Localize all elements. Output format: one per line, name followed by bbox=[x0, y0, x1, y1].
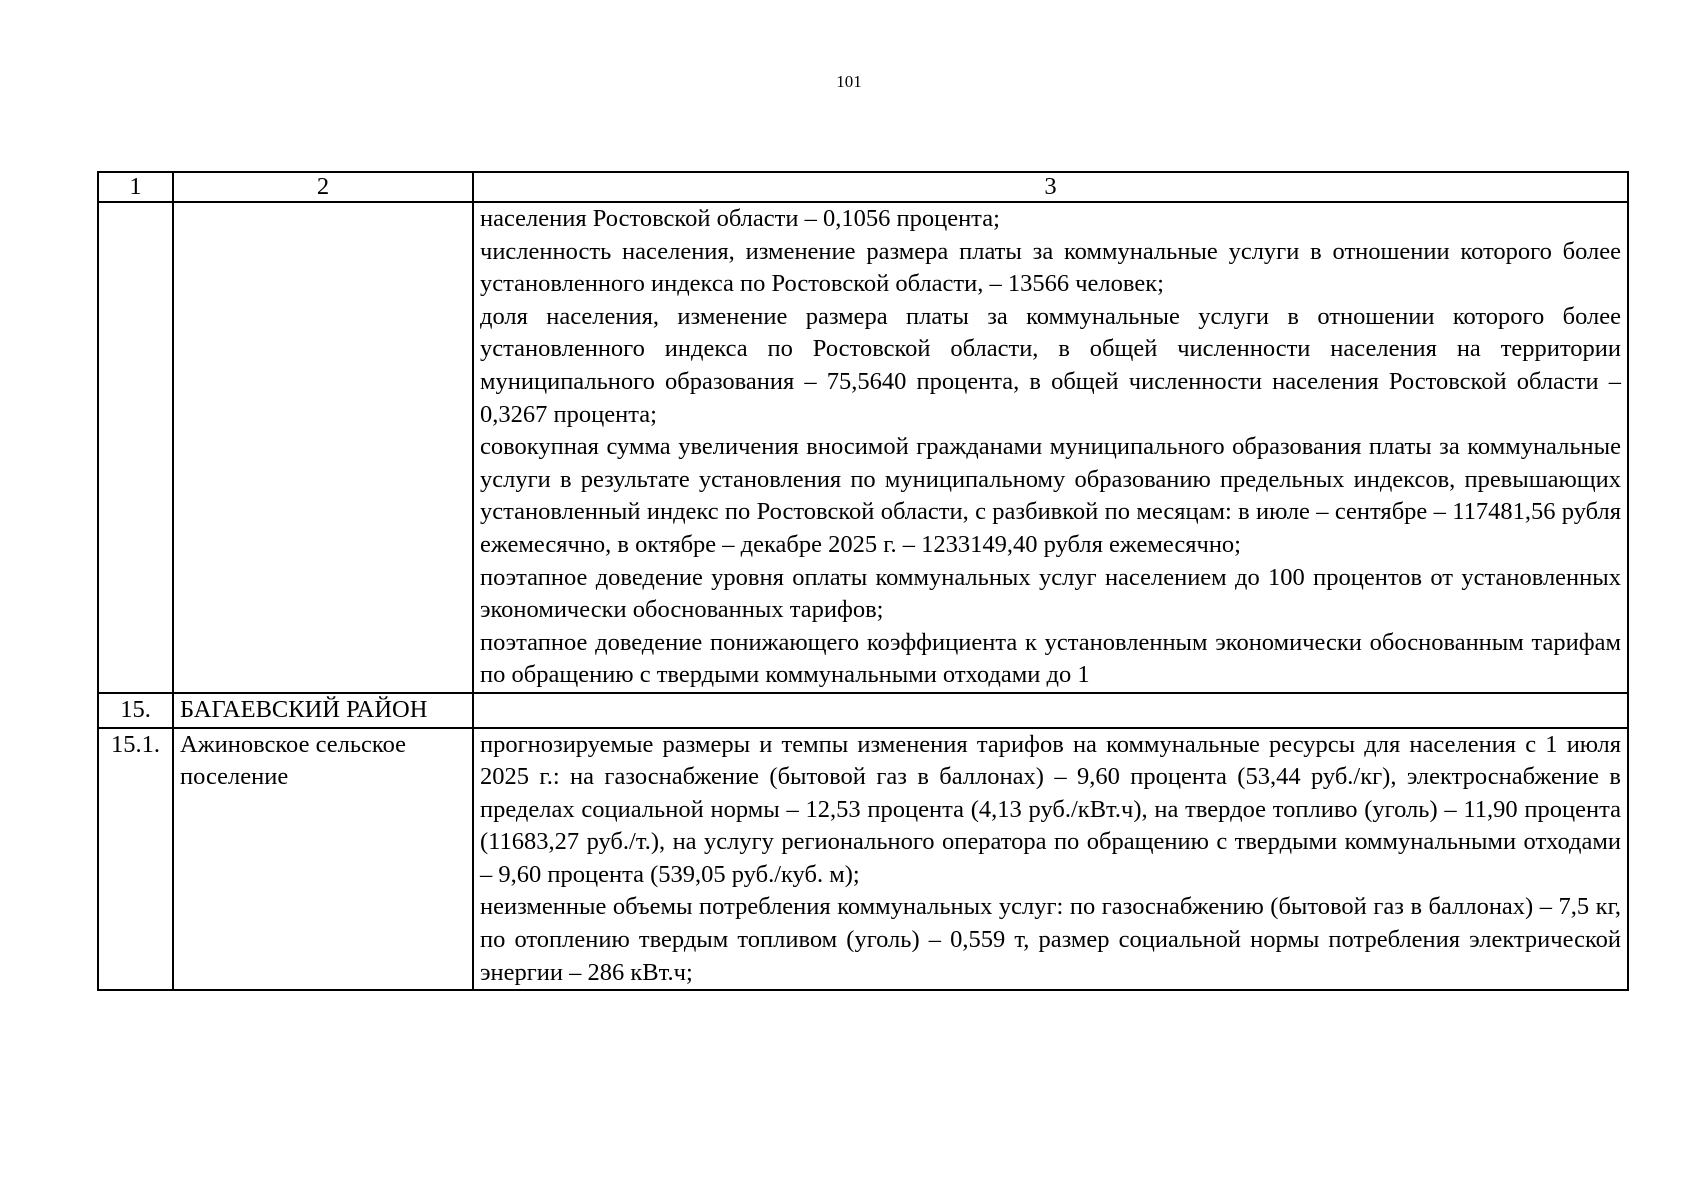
table-header-row bbox=[98, 172, 1628, 202]
district-name: БАГАЕВСКИЙ РАЙОН bbox=[173, 693, 473, 728]
settlement-name: Ажиновское сельское поселение bbox=[173, 728, 473, 991]
continuation-number-cell bbox=[98, 202, 173, 693]
continuation-text-cell bbox=[473, 202, 1628, 693]
settlement-row bbox=[98, 728, 1628, 991]
continuation-paragraph: совокупная сумма увеличения вносимой гражданами муниципального образования платы за коммунальные услуги в результате установления по муниципальному образованию предельных индексов, превышающих установленный индекс по Ростовской области, с разбивкой по месяцам: в июле – сентябре – 117481,56 рубля ежемесячно, в октябре – декабре 2025 г. – 1233149,40 рубля ежемесячно; bbox=[480, 433, 1621, 558]
page-number: 101 bbox=[836, 72, 862, 91]
settlement-text-cell bbox=[473, 728, 1628, 991]
tariff-table bbox=[97, 171, 1629, 991]
continuation-name-cell bbox=[173, 202, 473, 693]
continuation-paragraph: численность населения, изменение размера платы за коммунальные услуги в отношении которого более установленного индекса по Ростовской области, – 13566 человек; bbox=[480, 237, 1621, 298]
column-header-3: 3 bbox=[473, 172, 1628, 202]
column-header-1: 1 bbox=[98, 172, 173, 202]
continuation-row bbox=[98, 202, 1628, 693]
district-text-cell bbox=[473, 693, 1628, 728]
settlement-number: 15.1. bbox=[98, 728, 173, 991]
column-header-2: 2 bbox=[173, 172, 473, 202]
continuation-paragraph: поэтапное доведение уровня оплаты коммунальных услуг населением до 100 процентов от установленных экономически обоснованных тарифов; bbox=[480, 563, 1621, 624]
continuation-paragraph: поэтапное доведение понижающего коэффициента к установленным экономически обоснованным тарифам по обращению с твердыми коммунальными отходами до 1 bbox=[480, 628, 1621, 689]
continuation-paragraph: населения Ростовской области – 0,1056 процента; bbox=[480, 205, 1000, 232]
settlement-paragraph: прогнозируемые размеры и темпы изменения тарифов на коммунальные ресурсы для населения с 1 июля 2025 г.: на газоснабжение (бытовой газ в баллонах) – 9,60 процента (53,44 руб./кг), электроснабжение в пределах социальной нормы – 12,53 процента (4,13 руб./кВт.ч), на твердое топливо (уголь) – 11,90 процента (11683,27 руб./т.), на услугу регионального оператора по обращению с твердыми коммунальными отходами – 9,60 процента (539,05 руб./куб. м); bbox=[480, 730, 1621, 888]
district-number: 15. bbox=[98, 693, 173, 728]
settlement-paragraph: неизменные объемы потребления коммунальных услуг: по газоснабжению (бытовой газ в баллонах) – 7,5 кг, по отоплению твердым топливом (уголь) – 0,559 т, размер социальной нормы потребления электрической энергии – 286 кВт.ч; bbox=[480, 893, 1621, 986]
district-row bbox=[98, 693, 1628, 728]
continuation-paragraph: доля населения, изменение размера платы за коммунальные услуги в отношении которого более установленного индекса по Ростовской области, в общей численности населения на территории муниципального образования – 75,5640 процента, в общей численности населения Ростовской области – 0,3267 процента; bbox=[480, 302, 1621, 428]
